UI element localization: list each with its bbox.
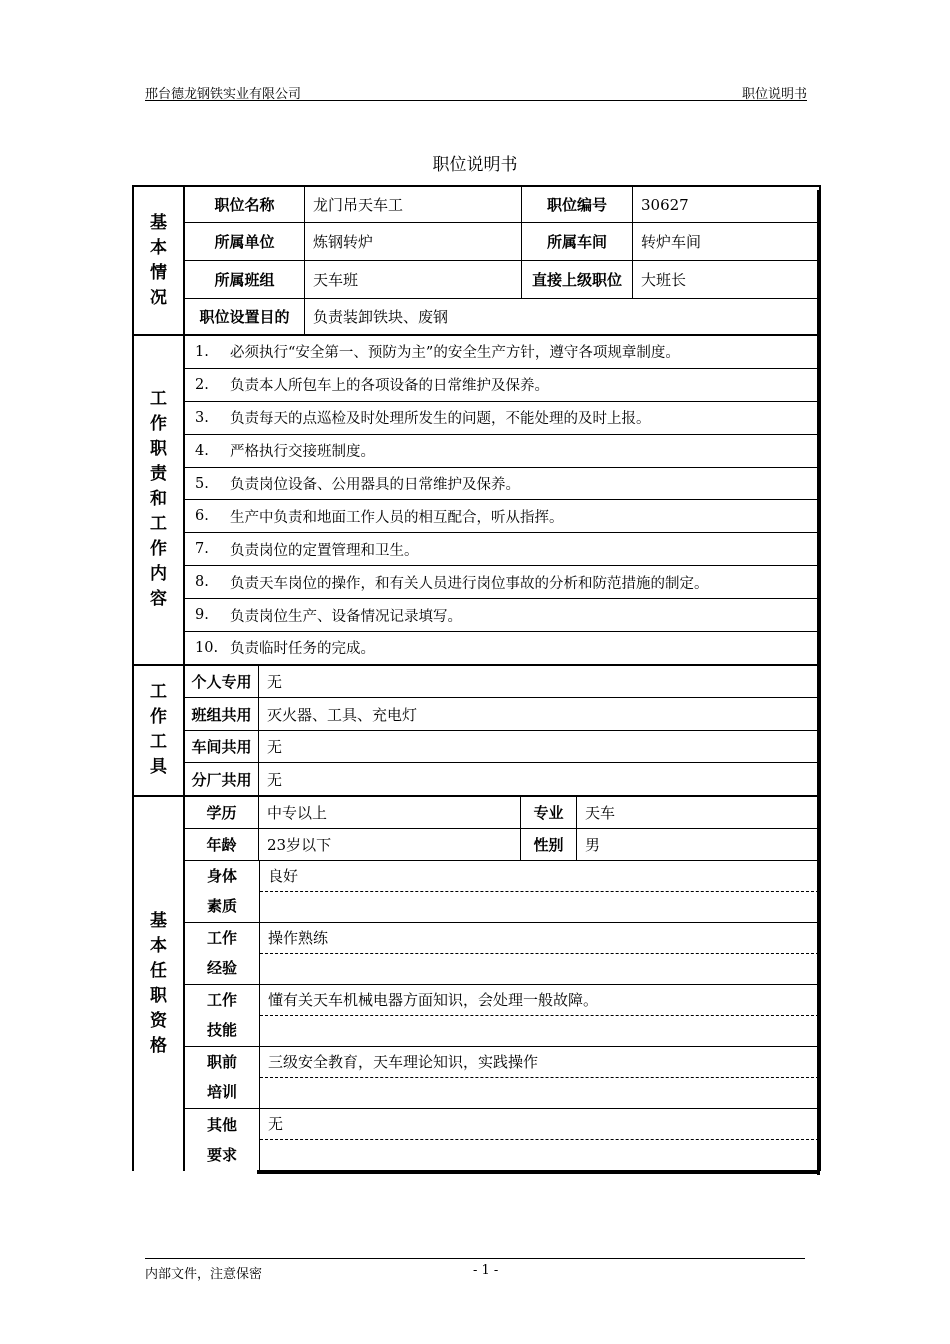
duty-text: 负责天车岗位的操作，和有关人员进行岗位事故的分析和防范措施的制定。	[230, 575, 709, 592]
major-value: 天车	[585, 803, 616, 822]
qualification-label	[185, 1109, 260, 1171]
duty-text: 严格执行交接班制度。	[230, 444, 375, 461]
duty-text: 负责岗位的定置管理和卫生。	[230, 542, 419, 559]
section-label-char: 资	[150, 1010, 167, 1031]
section-label-char: 基	[150, 212, 167, 233]
qualification-row	[185, 861, 819, 923]
doc-type: 职位说明书	[741, 87, 807, 102]
purpose-label: 职位设置目的	[185, 299, 305, 334]
job-description-table	[132, 185, 821, 1171]
duty-text: 负责岗位生产、设备情况记录填写。	[230, 608, 462, 625]
section-label-char: 况	[150, 287, 167, 308]
basic-info-label	[134, 187, 185, 334]
qualification-row	[185, 985, 819, 1047]
tool-value: 无	[267, 738, 283, 757]
duty-item	[185, 402, 819, 435]
blank-line	[260, 892, 819, 922]
superior-label: 直接上级职位	[522, 261, 633, 298]
gender-value: 男	[585, 835, 601, 854]
section-label-char: 格	[150, 1035, 167, 1056]
position-code: 30627	[641, 195, 689, 214]
gender-label: 性别	[521, 829, 577, 860]
qualification-label-line: 要求	[206, 1145, 237, 1164]
tool-row	[185, 666, 819, 699]
age-value: 23岁以下	[259, 829, 521, 860]
qualifications-label	[134, 797, 185, 1171]
duty-number: 8.	[195, 574, 209, 591]
section-label-char: 情	[150, 262, 167, 283]
basic-info-section	[134, 187, 819, 336]
qualification-label-line: 经验	[206, 959, 237, 978]
workshop-value: 转炉车间	[641, 233, 702, 251]
duties-section	[134, 336, 819, 666]
company-name: 邢台德龙钢铁实业有限公司	[145, 87, 302, 102]
qualification-label-line: 工作	[206, 929, 237, 948]
duty-text: 负责本人所包车上的各项设备的日常维护及保养。	[230, 378, 549, 395]
page-footer	[145, 1258, 805, 1282]
duty-item	[185, 435, 819, 468]
qualification-label-line: 工作	[206, 991, 237, 1010]
section-label-char: 职	[150, 439, 167, 460]
duty-item	[185, 533, 819, 566]
blank-line	[260, 1016, 819, 1046]
qualification-label-line: 培训	[206, 1083, 237, 1102]
qualification-value: 懂有关天车机械电器方面知识，会处理一般故障。	[260, 985, 819, 1016]
tool-value: 无	[267, 770, 283, 789]
section-label-char: 责	[150, 464, 167, 485]
duty-item	[185, 599, 819, 632]
position-name: 龙门吊天车工	[305, 187, 522, 222]
section-label-char: 本	[150, 935, 167, 956]
duty-item	[185, 336, 819, 369]
duty-item	[185, 500, 819, 533]
qualification-label	[185, 985, 260, 1046]
duty-text: 负责临时任务的完成。	[230, 641, 375, 658]
blank-line	[260, 954, 819, 984]
major-label: 专业	[521, 797, 577, 828]
duty-number: 10.	[195, 639, 219, 656]
qualification-label-line: 技能	[206, 1021, 237, 1040]
workshop-label: 所属车间	[522, 223, 633, 260]
unit-value: 炼钢转炉	[305, 223, 522, 260]
section-label-char: 作	[150, 707, 167, 728]
section-label-char: 本	[150, 237, 167, 258]
section-label-char: 职	[150, 985, 167, 1006]
section-label-char: 和	[150, 489, 167, 510]
position-code-label: 职位编号	[522, 187, 633, 222]
position-name-label: 职位名称	[185, 187, 305, 222]
duty-number: 7.	[195, 541, 209, 558]
tool-value: 无	[267, 673, 283, 692]
duty-text: 负责岗位设备、公用器具的日常维护及保养。	[230, 477, 520, 493]
section-label-char: 作	[150, 414, 167, 435]
age-label: 年龄	[185, 829, 259, 860]
section-label-char: 工	[150, 514, 167, 535]
duty-text: 必须执行“安全第一、预防为主”的安全生产方针，遵守各项规章制度。	[230, 345, 680, 362]
section-label-char: 具	[150, 757, 167, 778]
tool-label: 班组共用	[185, 698, 259, 730]
tool-label: 分厂共用	[185, 763, 259, 795]
duty-item	[185, 369, 819, 402]
section-label-char: 作	[150, 539, 167, 560]
superior-value: 大班长	[641, 271, 687, 289]
confidential-note: 内部文件，注意保密	[145, 1267, 263, 1282]
page-title: 职位说明书	[432, 155, 518, 175]
section-label-char: 工	[150, 389, 167, 410]
qualification-label	[185, 923, 260, 984]
tool-label: 车间共用	[185, 731, 259, 763]
qualification-label-line: 职前	[206, 1053, 237, 1072]
tool-row	[185, 763, 819, 795]
duty-number: 4.	[195, 442, 209, 459]
tool-row	[185, 731, 819, 764]
blank-line	[260, 1078, 819, 1108]
qualification-value: 无	[260, 1109, 819, 1140]
duty-number: 1.	[195, 343, 209, 360]
qualification-value: 良好	[260, 861, 819, 892]
duty-item	[185, 468, 819, 501]
duties-label	[134, 336, 185, 664]
qualifications-section	[134, 797, 819, 1171]
duty-item	[185, 632, 819, 664]
duty-number: 2.	[195, 376, 209, 393]
qualification-value: 三级安全教育，天车理论知识，实践操作	[260, 1047, 819, 1078]
education-label: 学历	[185, 797, 259, 828]
qualification-label-line: 身体	[206, 867, 237, 886]
unit-label: 所属单位	[185, 223, 305, 260]
tool-value: 灭火器、工具、充电灯	[267, 705, 418, 724]
blank-line	[260, 1140, 819, 1171]
qualification-label-line: 素质	[206, 897, 237, 916]
team-value: 天车班	[305, 261, 522, 298]
education-value: 中专以上	[259, 797, 521, 828]
page-number: - 1 -	[473, 1263, 499, 1278]
qualification-row	[185, 923, 819, 985]
duty-number: 5.	[195, 475, 209, 492]
duty-text: 负责每天的点巡检及时处理所发生的问题，不能处理的及时上报。	[230, 411, 651, 428]
section-label-char: 容	[150, 589, 167, 610]
duty-number: 9.	[195, 607, 209, 624]
duty-text: 生产中负责和地面工作人员的相互配合，听从指挥。	[230, 509, 564, 526]
section-label-char: 工	[150, 732, 167, 753]
purpose-value: 负责装卸铁块、废钢	[313, 308, 449, 326]
section-label-char: 任	[150, 960, 167, 981]
qualification-value: 操作熟练	[260, 923, 819, 954]
qualification-label-line: 其他	[206, 1115, 237, 1134]
tools-label	[134, 666, 185, 795]
duty-number: 6.	[195, 508, 209, 525]
qualification-row	[185, 1109, 819, 1171]
tools-section	[134, 666, 819, 797]
qualification-label	[185, 861, 260, 922]
qualification-row	[185, 1047, 819, 1109]
qualification-label	[185, 1047, 260, 1108]
section-label-char: 工	[150, 682, 167, 703]
section-label-char: 基	[150, 910, 167, 931]
team-label: 所属班组	[185, 261, 305, 298]
tool-label: 个人专用	[185, 666, 259, 698]
tool-row	[185, 698, 819, 731]
page-header	[145, 80, 807, 101]
duty-item	[185, 566, 819, 599]
section-label-char: 内	[150, 564, 167, 585]
duty-number: 3.	[195, 409, 209, 426]
